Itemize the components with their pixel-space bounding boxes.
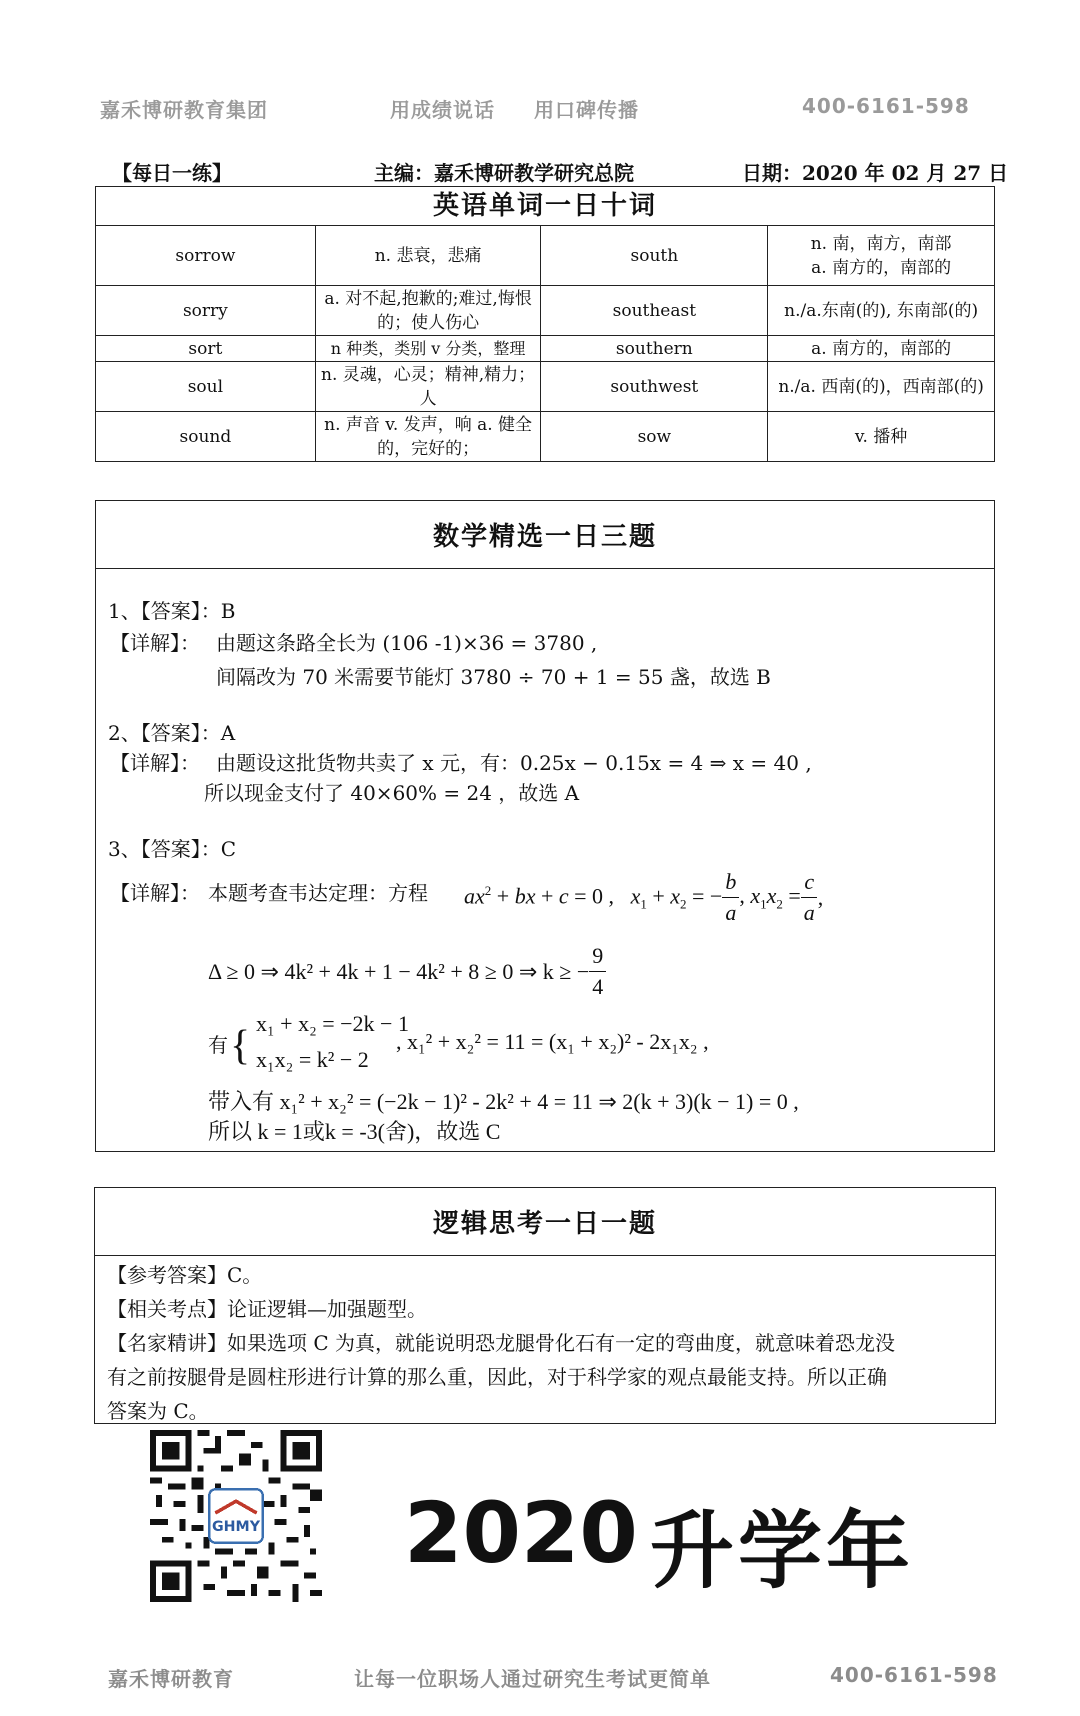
header-slogan-1: 用成绩说话 bbox=[390, 98, 495, 122]
vocab-definition: n. 声音 v. 发声，响 a. 健全的，完好的； bbox=[315, 412, 541, 462]
q3-detail-label: 【详解】： bbox=[110, 881, 200, 905]
vocab-def-line: a. 南方的，南部的 bbox=[811, 257, 952, 278]
q3-intro: 本题考查韦达定理：方程 bbox=[208, 881, 428, 905]
vocab-definition: v. 播种 bbox=[768, 412, 995, 462]
vocab-definition bbox=[768, 226, 995, 286]
vocab-definition: n./a.东南(的), 东南部(的) bbox=[768, 286, 995, 336]
q3-conclusion: 所以 k = 1或k = -3(舍)，故选 C bbox=[208, 1119, 501, 1144]
vocab-definition: n./a. 西南(的)，西南部(的) bbox=[768, 362, 995, 412]
delta-inequality: Δ ≥ 0 ⇒ 4k² + 4k + 1 − 4k² + 8 ≥ 0 ⇒ k ≥ − $\frac{9}{4}$ bbox=[208, 941, 606, 1002]
vocab-row bbox=[96, 226, 995, 286]
logic-section bbox=[94, 1187, 996, 1424]
footer-slogan: 让每一位职场人通过研究生考试更简单 bbox=[354, 1667, 711, 1691]
vocab-word: southeast bbox=[541, 286, 768, 336]
q1-line-1: 由题这条路全长为 (106 -1)×36 = 3780 , bbox=[216, 631, 598, 655]
brace-icon: { bbox=[230, 1023, 251, 1069]
footer-org: 嘉禾博研教育 bbox=[108, 1667, 234, 1691]
vieta-equation: $ax^2$ + bx + c = 0 , $x_1 + x_2$ = − $\frac{b}{a}$ , $x_1x_2$ = $\frac{c}{a}$ , bbox=[464, 867, 823, 928]
fraction-c-over-a: $\frac{c}{a}$ bbox=[801, 867, 818, 928]
q2-answer: 2、【答案】：A bbox=[108, 721, 236, 745]
daily-practice-label: 【每日一练】 bbox=[112, 161, 232, 185]
vocab-word: southern bbox=[541, 336, 768, 362]
qr-code bbox=[150, 1430, 322, 1602]
promo-year: 2020 bbox=[404, 1484, 638, 1582]
vocab-definition: n. 悲衰，悲痛 bbox=[315, 226, 541, 286]
system-eq-2: x₁x₂ = k² − 2 bbox=[256, 1047, 369, 1072]
footer-phone: 400-6161-598 bbox=[830, 1663, 998, 1687]
vocab-word: southwest bbox=[541, 362, 768, 412]
system-rhs: , x₁² + x₂² = 11 = (x₁ + x₂)² - 2x₁x₂ , bbox=[396, 1029, 709, 1054]
logic-title: 逻辑思考一日一题 bbox=[95, 1188, 995, 1256]
vocab-definition: n. 灵魂，心灵；精神,精力；人 bbox=[315, 362, 541, 412]
vocab-word: sorry bbox=[96, 286, 316, 336]
header-org: 嘉禾博研教育集团 bbox=[100, 98, 268, 122]
logic-answer: 【参考答案】C。 bbox=[107, 1263, 263, 1287]
vocab-word: soul bbox=[96, 362, 316, 412]
promo-text: 升学年 bbox=[650, 1502, 915, 1600]
vocab-title: 英语单词一日十词 bbox=[432, 191, 657, 221]
logic-explanation-1: 【名家精讲】如果选项 C 为真，就能说明恐龙腿骨化石有一定的弯曲度，就意味着恐龙没 bbox=[107, 1331, 896, 1355]
vocab-definition: a. 南方的，南部的 bbox=[768, 336, 995, 362]
vocab-row bbox=[96, 336, 995, 362]
logic-explanation-3: 答案为 C。 bbox=[107, 1399, 209, 1423]
fraction-9-over-4: $\frac{9}{4}$ bbox=[589, 941, 606, 1002]
vocab-row bbox=[96, 412, 995, 462]
vocab-definition: n 种类，类别 v 分类，整理 bbox=[315, 336, 541, 362]
vocab-word: sow bbox=[541, 412, 768, 462]
q2-line-2: 所以现金支付了 40×60% = 24 ，故选 A bbox=[204, 781, 580, 805]
vocab-row bbox=[96, 286, 995, 336]
vocab-word: sort bbox=[96, 336, 316, 362]
fraction-b-over-a: $\frac{b}{a}$ bbox=[722, 867, 739, 928]
vocab-word: south bbox=[541, 226, 768, 286]
math-section bbox=[95, 500, 995, 1152]
date-label: 日期：2020 年 02 月 27 日 bbox=[742, 161, 1009, 185]
editor-label: 主编：嘉禾博研教学研究总院 bbox=[374, 161, 634, 185]
q3-answer: 3、【答案】：C bbox=[108, 837, 237, 861]
vocab-definition: a. 对不起,抱歉的;难过,悔恨的；使人伤心 bbox=[315, 286, 541, 336]
vocab-word: sorrow bbox=[96, 226, 316, 286]
q3-you: 有 bbox=[208, 1033, 228, 1057]
header-slogan-2: 用口碑传播 bbox=[534, 98, 639, 122]
q2-line-1: 由题设这批货物共卖了 x 元，有：0.25x − 0.15x = 4 ⇒ x = 40 , bbox=[216, 751, 812, 775]
qr-logo-text: GHMY bbox=[211, 1518, 261, 1535]
vocab-table bbox=[95, 186, 995, 462]
logic-topic: 【相关考点】论证逻辑—加强题型。 bbox=[107, 1297, 427, 1321]
system-eq-1: x₁ + x₂ = −2k − 1 bbox=[256, 1011, 409, 1036]
vocab-row bbox=[96, 362, 995, 412]
logic-explanation-2: 有之前按腿骨是圆柱形进行计算的那么重，因此，对于科学家的观点最能支持。所以正确 bbox=[107, 1365, 887, 1389]
q1-answer: 1、【答案】：B bbox=[108, 599, 236, 623]
vocab-def-line: n. 南，南方，南部 bbox=[810, 233, 952, 254]
q3-substitution: 带入有 x₁² + x₂² = (−2k − 1)² - 2k² + 4 = 11 ⇒ 2(k + 3)(k − 1) = 0 , bbox=[208, 1089, 799, 1114]
q1-line-2: 间隔改为 70 米需要节能灯 3780 ÷ 70 + 1 = 55 盏，故选 B bbox=[216, 665, 771, 689]
header-phone: 400-6161-598 bbox=[802, 94, 970, 118]
math-title: 数学精选一日三题 bbox=[96, 501, 994, 569]
q1-detail-label: 【详解】： bbox=[110, 631, 200, 655]
q2-detail-label: 【详解】： bbox=[110, 751, 200, 775]
vocab-word: sound bbox=[96, 412, 316, 462]
